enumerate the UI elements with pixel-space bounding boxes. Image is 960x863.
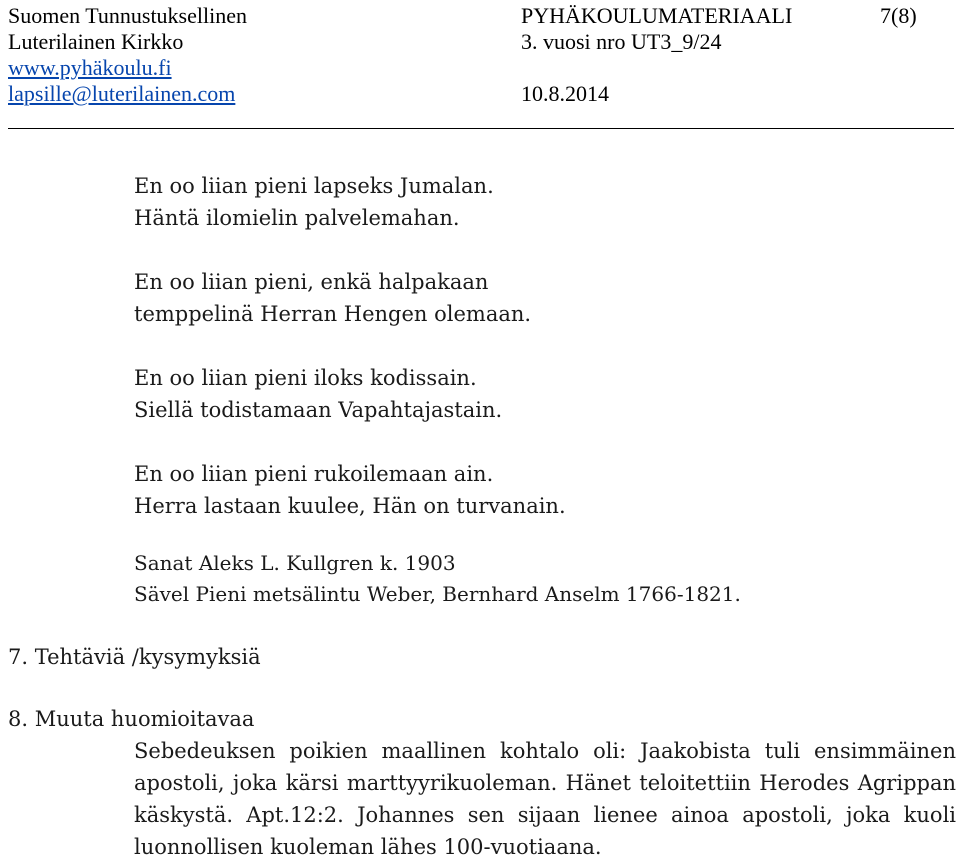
notes-line: luonnollisen kuoleman lähes 100-vuotiaana. (134, 835, 602, 859)
website-link[interactable]: www.pyhäkoulu.fi (8, 55, 172, 80)
notes-line: Sebedeuksen poikien maallinen kohtalo oli: Jaakobista tuli ensimmäinen (134, 739, 956, 763)
material-title: PYHÄKOULUMATERIAALI (521, 3, 793, 28)
hymn-line: Siellä todistamaan Vapahtajastain. (134, 398, 503, 422)
hymn-line: En oo liian pieni, enkä halpakaan (134, 270, 489, 294)
notes-line: käskystä. Apt.12:2. Johannes sen sijaan lienee ainoa apostoli, joka kuoli (134, 803, 956, 827)
organization-name-line1: Suomen Tunnustuksellinen (8, 3, 247, 28)
organization-name-line2: Luterilainen Kirkko (8, 29, 184, 54)
hymn-melody-credit: Sävel Pieni metsälintu Weber, Bernhard Anselm 1766-1821. (134, 582, 741, 606)
document-date: 10.8.2014 (521, 81, 609, 106)
hymn-line: Herra lastaan kuulee, Hän on turvanain. (134, 494, 566, 518)
section-heading-notes: 8. Muuta huomioitavaa (8, 707, 255, 731)
section-heading-tasks: 7. Tehtäviä /kysymyksiä (8, 645, 261, 669)
hymn-line: Häntä ilomielin palvelemahan. (134, 206, 460, 230)
hymn-line: En oo liian pieni iloks kodissain. (134, 366, 477, 390)
hymn-line: En oo liian pieni lapseks Jumalan. (134, 174, 494, 198)
notes-line: apostoli, joka kärsi marttyyrikuoleman. Hänet teloitettiin Herodes Agrippan (134, 771, 956, 795)
notes-paragraph (134, 735, 956, 863)
email-link[interactable]: lapsille@luterilainen.com (8, 81, 236, 106)
header-divider (8, 128, 954, 129)
hymn-line: En oo liian pieni rukoilemaan ain. (134, 462, 494, 486)
material-code: 3. vuosi nro UT3_9/24 (521, 29, 722, 54)
hymn-lyrics-credit: Sanat Aleks L. Kullgren k. 1903 (134, 551, 456, 575)
page-number: 7(8) (880, 3, 917, 28)
hymn-line: temppelinä Herran Hengen olemaan. (134, 302, 532, 326)
